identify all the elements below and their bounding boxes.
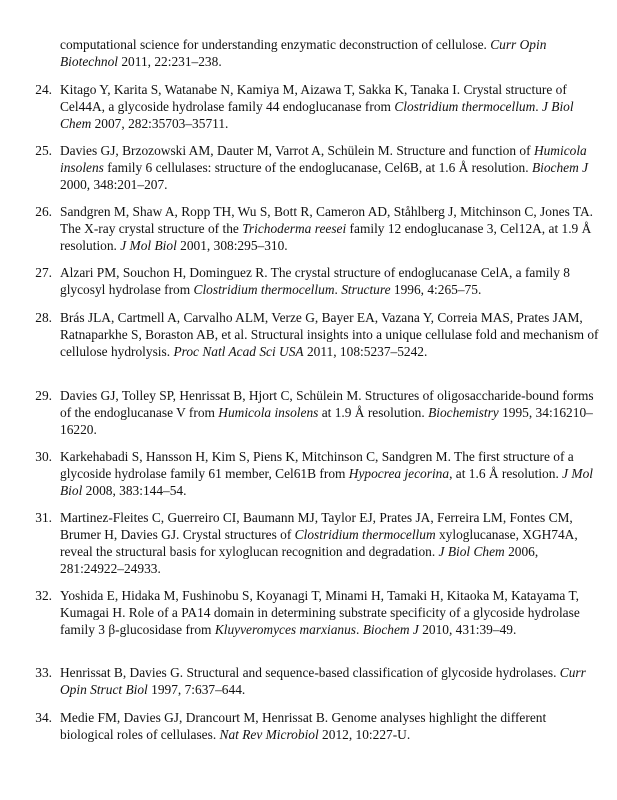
- reference-text-segment: 2000, 348:201–207.: [60, 177, 168, 192]
- reference-number: 33.: [35, 665, 52, 680]
- reference-text: [60, 81, 600, 132]
- reference-text-segment: Davies GJ, Brzozowski AM, Dauter M, Varrot A, Schülein M. Structure and function of: [60, 143, 534, 158]
- reference-text-segment: Medie FM, Davies GJ, Drancourt M, Henrissat B. Genome analyses highlight the different biological roles of cellulases.: [60, 710, 547, 742]
- reference-text: [60, 203, 600, 254]
- reference-text-segment: 2010, 431:39–49.: [418, 622, 517, 637]
- reference-number: 29.: [35, 388, 52, 403]
- reference-number: 32.: [35, 588, 52, 603]
- reference-text-segment: 2011, 22:231–238.: [118, 54, 222, 69]
- reference-italic-text: J Biol Chem: [60, 99, 574, 131]
- reference-italic-text: J Mol Biol: [60, 466, 594, 498]
- reference-text-segment: .: [356, 622, 363, 637]
- reference-text-segment: Sandgren M, Shaw A, Ropp TH, Wu S, Bott R, Cameron AD, Ståhlberg J, Mitchinson C, Jones TA. The X-ray crystal structure of the: [60, 204, 594, 236]
- reference-text-segment: 1996, 4:265–75.: [390, 282, 482, 297]
- reference-text-segment: .: [535, 99, 542, 114]
- reference-number: 28.: [35, 310, 52, 325]
- reference-italic-text: Humicola insolens: [60, 143, 587, 175]
- reference-text: [60, 387, 600, 438]
- reference-text-segment: at 1.9 Å resolution.: [318, 405, 429, 420]
- reference-number: 31.: [35, 510, 52, 525]
- reference-text-segment: 2012, 10:227-U.: [318, 727, 411, 742]
- reference-italic-text: Curr Opin Biotechnol: [60, 37, 547, 69]
- reference-number: 26.: [35, 204, 52, 219]
- reference-text: [60, 709, 600, 743]
- reference-text-segment: .: [334, 282, 342, 297]
- reference-italic-text: Biochem J: [531, 160, 589, 175]
- reference-italic-text: Clostridium thermocellum: [193, 282, 335, 297]
- reference-text-segment: 1995, 34:16210–16220.: [60, 405, 593, 437]
- reference-text-segment: xyloglucanase, XGH74A, reveal the structural basis for xyloglucan recognition and degradation.: [60, 527, 578, 559]
- reference-text-segment: family 12 endoglucanase 3, Cel12A, at 1.9 Å resolution.: [60, 221, 592, 253]
- reference-text-segment: Yoshida E, Hidaka M, Fushinobu S, Koyanagi T, Minami H, Tamaki H, Kitaoka M, Katayama T, Kumagai H. Role of a PA14 domain in determining substrate specificity of a glycoside hydrolase family 3 β-glucosidase from: [60, 588, 580, 637]
- reference-text-segment: Henrissat B, Davies G. Structural and sequence-based classification of glycoside hydrolases.: [60, 665, 560, 680]
- reference-text-segment: 1997, 7:637–644.: [147, 682, 246, 697]
- reference-text: [60, 448, 600, 499]
- reference-text: [60, 142, 600, 193]
- reference-text: [60, 309, 600, 360]
- reference-italic-text: Proc Natl Acad Sci USA: [173, 344, 304, 359]
- reference-text-segment: 2008, 383:144–54.: [82, 483, 187, 498]
- reference-italic-text: Biochem J: [362, 622, 419, 637]
- reference-text-segment: Brás JLA, Cartmell A, Carvalho ALM, Verze G, Bayer EA, Vazana Y, Correia MAS, Prates JAM, Ratnaparkhe S, Boraston AB, et al. Structural insights into a unique cellulase fold and mechanism of cellulose hydrolysis.: [60, 310, 599, 359]
- reference-text-segment: 2001, 308:295–310.: [176, 238, 288, 253]
- reference-number: 30.: [35, 449, 52, 464]
- reference-text: [60, 36, 600, 70]
- reference-number: 27.: [35, 265, 52, 280]
- reference-text-segment: Kitago Y, Karita S, Watanabe N, Kamiya M, Aizawa T, Sakka K, Tanaka I. Crystal structure of Cel44A, a glycoside hydrolase family 44 endoglucanase from: [60, 82, 567, 114]
- reference-italic-text: Structure: [341, 282, 391, 297]
- reference-italic-text: J Biol Chem: [438, 544, 505, 559]
- reference-text-segment: 2007, 282:35703–35711.: [91, 116, 229, 131]
- reference-text-segment: Karkehabadi S, Hansson H, Kim S, Piens K, Mitchinson C, Sandgren M. The first structure of a glycoside hydrolase family 61 member, Cel61B from: [60, 449, 574, 481]
- reference-text-segment: 2006, 281:24922–24933.: [60, 544, 539, 576]
- reference-text: [60, 264, 600, 298]
- reference-text-segment: Alzari PM, Souchon H, Dominguez R. The crystal structure of endoglucanase CelA, a family 8 glycosyl hydrolase from: [60, 265, 570, 297]
- reference-italic-text: Trichoderma reesei: [242, 221, 347, 236]
- reference-text-segment: Davies GJ, Tolley SP, Henrissat B, Hjort C, Schülein M. Structures of oligosaccharide-bound forms of the endoglucanase V from: [60, 388, 594, 420]
- reference-text-segment: , at 1.6 Å resolution.: [449, 466, 563, 481]
- reference-text: [60, 587, 600, 638]
- reference-italic-text: Clostridium thermocellum: [294, 527, 436, 542]
- reference-italic-text: Biochemistry: [428, 405, 499, 420]
- reference-text-segment: computational science for understanding enzymatic deconstruction of cellulose.: [60, 37, 491, 52]
- reference-italic-text: J Mol Biol: [120, 238, 177, 253]
- reference-text-segment: family 6 cellulases: structure of the endoglucanase, Cel6B, at 1.6 Å resolution.: [103, 160, 532, 175]
- reference-text-segment: Martinez-Fleites C, Guerreiro CI, Baumann MJ, Taylor EJ, Prates JA, Ferreira LM, Fontes CM, Brumer H, Davies GJ. Crystal structures of: [60, 510, 573, 542]
- reference-number: 24.: [35, 82, 52, 97]
- reference-text-segment: 2011, 108:5237–5242.: [303, 344, 428, 359]
- reference-number: 25.: [35, 143, 52, 158]
- reference-italic-text: Kluyveromyces marxianus: [214, 622, 357, 637]
- reference-italic-text: Humicola insolens: [218, 405, 319, 420]
- reference-number: 34.: [35, 710, 52, 725]
- reference-italic-text: Curr Opin Struct Biol: [60, 665, 586, 697]
- reference-italic-text: Nat Rev Microbiol: [219, 727, 319, 742]
- reference-italic-text: Clostridium thermocellum: [394, 99, 536, 114]
- reference-italic-text: Hypocrea jecorina: [348, 466, 450, 481]
- reference-text: [60, 664, 600, 698]
- reference-text: [60, 509, 600, 577]
